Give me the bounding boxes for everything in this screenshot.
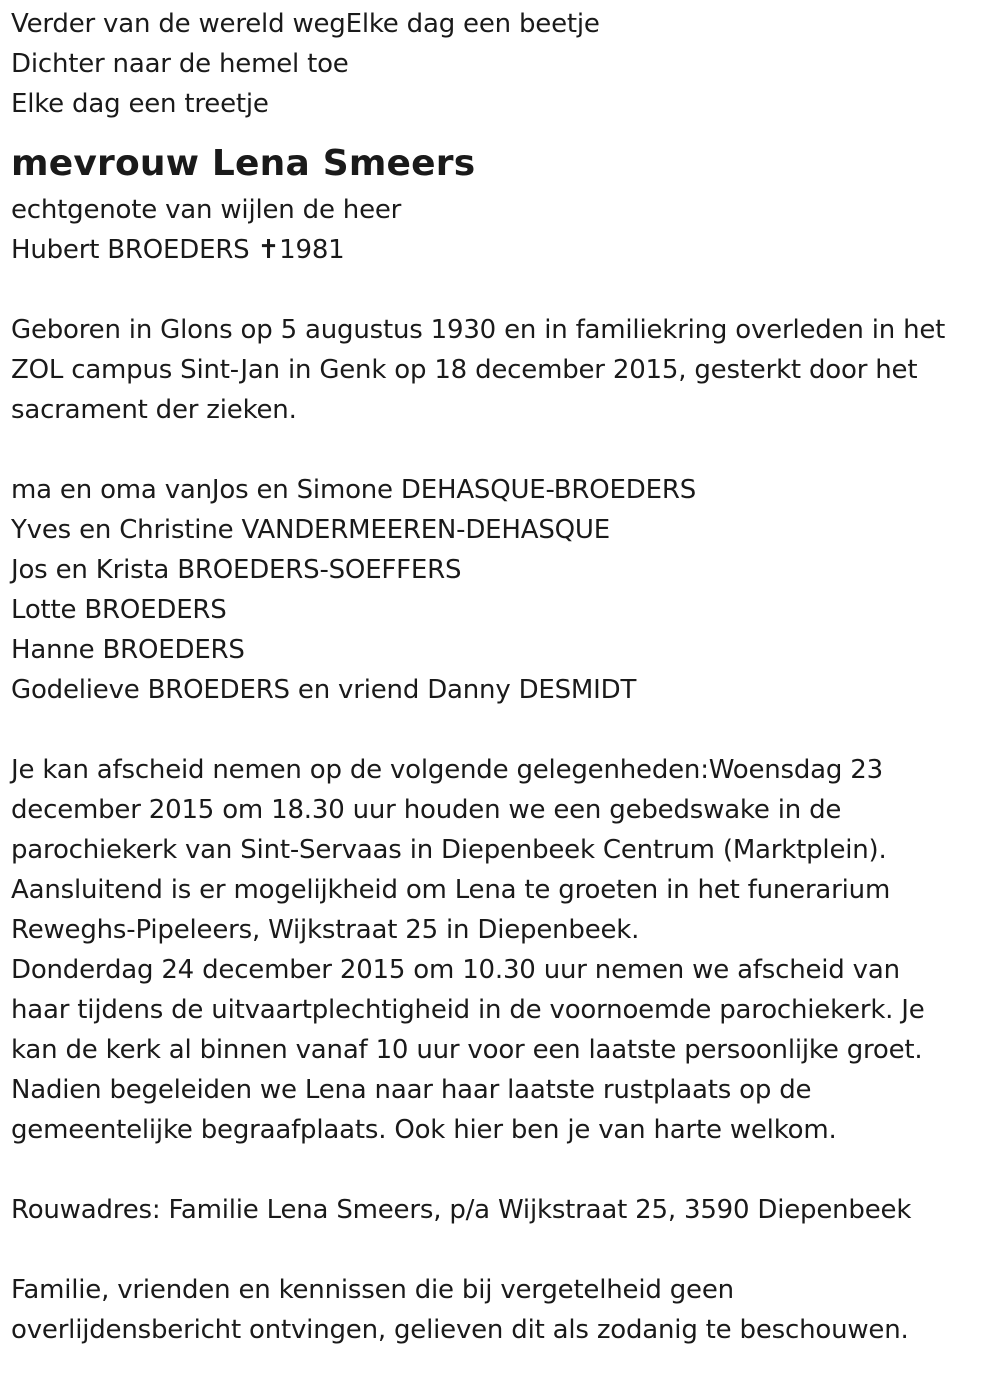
paragraph-line: Aansluitend is er mogelijkheid om Lena te groeten in het funerarium	[11, 875, 891, 905]
paragraph-line: overlijdensbericht ontvingen, gelieven dit als zodanig te beschouwen.	[11, 1315, 909, 1345]
family-member: Hanne BROEDERS	[11, 635, 245, 665]
paragraph-line: parochiekerk van Sint-Servaas in Diepenbeek Centrum (Marktplein).	[11, 835, 887, 865]
closing-paragraph	[11, 1270, 991, 1350]
family-member: Jos en Krista BROEDERS-SOEFFERS	[11, 555, 462, 585]
obituary-document	[11, 4, 991, 1350]
spouse-line	[11, 230, 991, 270]
birth-death-paragraph	[11, 310, 991, 430]
spouse-line: echtgenote van wijlen de heer	[11, 195, 402, 225]
spouse-info	[11, 190, 991, 270]
farewell-paragraph	[11, 750, 991, 1150]
cross-icon: ✝	[257, 235, 280, 265]
paragraph-line: Familie, vrienden en kennissen die bij vergetelheid geen	[11, 1275, 734, 1305]
family-member: ma en oma vanJos en Simone DEHASQUE-BROEDERS	[11, 475, 696, 505]
paragraph-line: haar tijdens de uitvaartplechtigheid in de voornoemde parochiekerk. Je	[11, 995, 925, 1025]
spouse-death-year: 1981	[279, 235, 345, 265]
paragraph-line: kan de kerk al binnen vanaf 10 uur voor een laatste persoonlijke groet.	[11, 1035, 923, 1065]
family-member: Godelieve BROEDERS en vriend Danny DESMIDT	[11, 675, 637, 705]
paragraph-line: ZOL campus Sint-Jan in Genk op 18 december 2015, gesterkt door het	[11, 355, 918, 385]
paragraph-line: december 2015 om 18.30 uur houden we een gebedswake in de	[11, 795, 842, 825]
paragraph-line: gemeentelijke begraafplaats. Ook hier ben je van harte welkom.	[11, 1115, 837, 1145]
family-member: Lotte BROEDERS	[11, 595, 227, 625]
paragraph-line: sacrament der zieken.	[11, 395, 297, 425]
poem-line: Verder van de wereld wegElke dag een beetje	[11, 9, 600, 39]
poem	[11, 4, 991, 124]
mourning-address: Rouwadres: Familie Lena Smeers, p/a Wijkstraat 25, 3590 Diepenbeek	[11, 1195, 912, 1225]
deceased-name: mevrouw Lena Smeers	[11, 143, 476, 184]
family-list	[11, 470, 991, 710]
paragraph-line: Nadien begeleiden we Lena naar haar laatste rustplaats op de	[11, 1075, 812, 1105]
paragraph-line: Reweghs-Pipeleers, Wijkstraat 25 in Diepenbeek.	[11, 915, 640, 945]
paragraph-line: Je kan afscheid nemen op de volgende gelegenheden:Woensdag 23	[11, 755, 883, 785]
paragraph-line: Geboren in Glons op 5 augustus 1930 en in familiekring overleden in het	[11, 315, 946, 345]
poem-line: Elke dag een treetje	[11, 89, 269, 119]
poem-line: Dichter naar de hemel toe	[11, 49, 349, 79]
paragraph-line: Donderdag 24 december 2015 om 10.30 uur nemen we afscheid van	[11, 955, 900, 985]
spouse-name: Hubert BROEDERS	[11, 235, 258, 265]
family-member: Yves en Christine VANDERMEEREN-DEHASQUE	[11, 515, 610, 545]
